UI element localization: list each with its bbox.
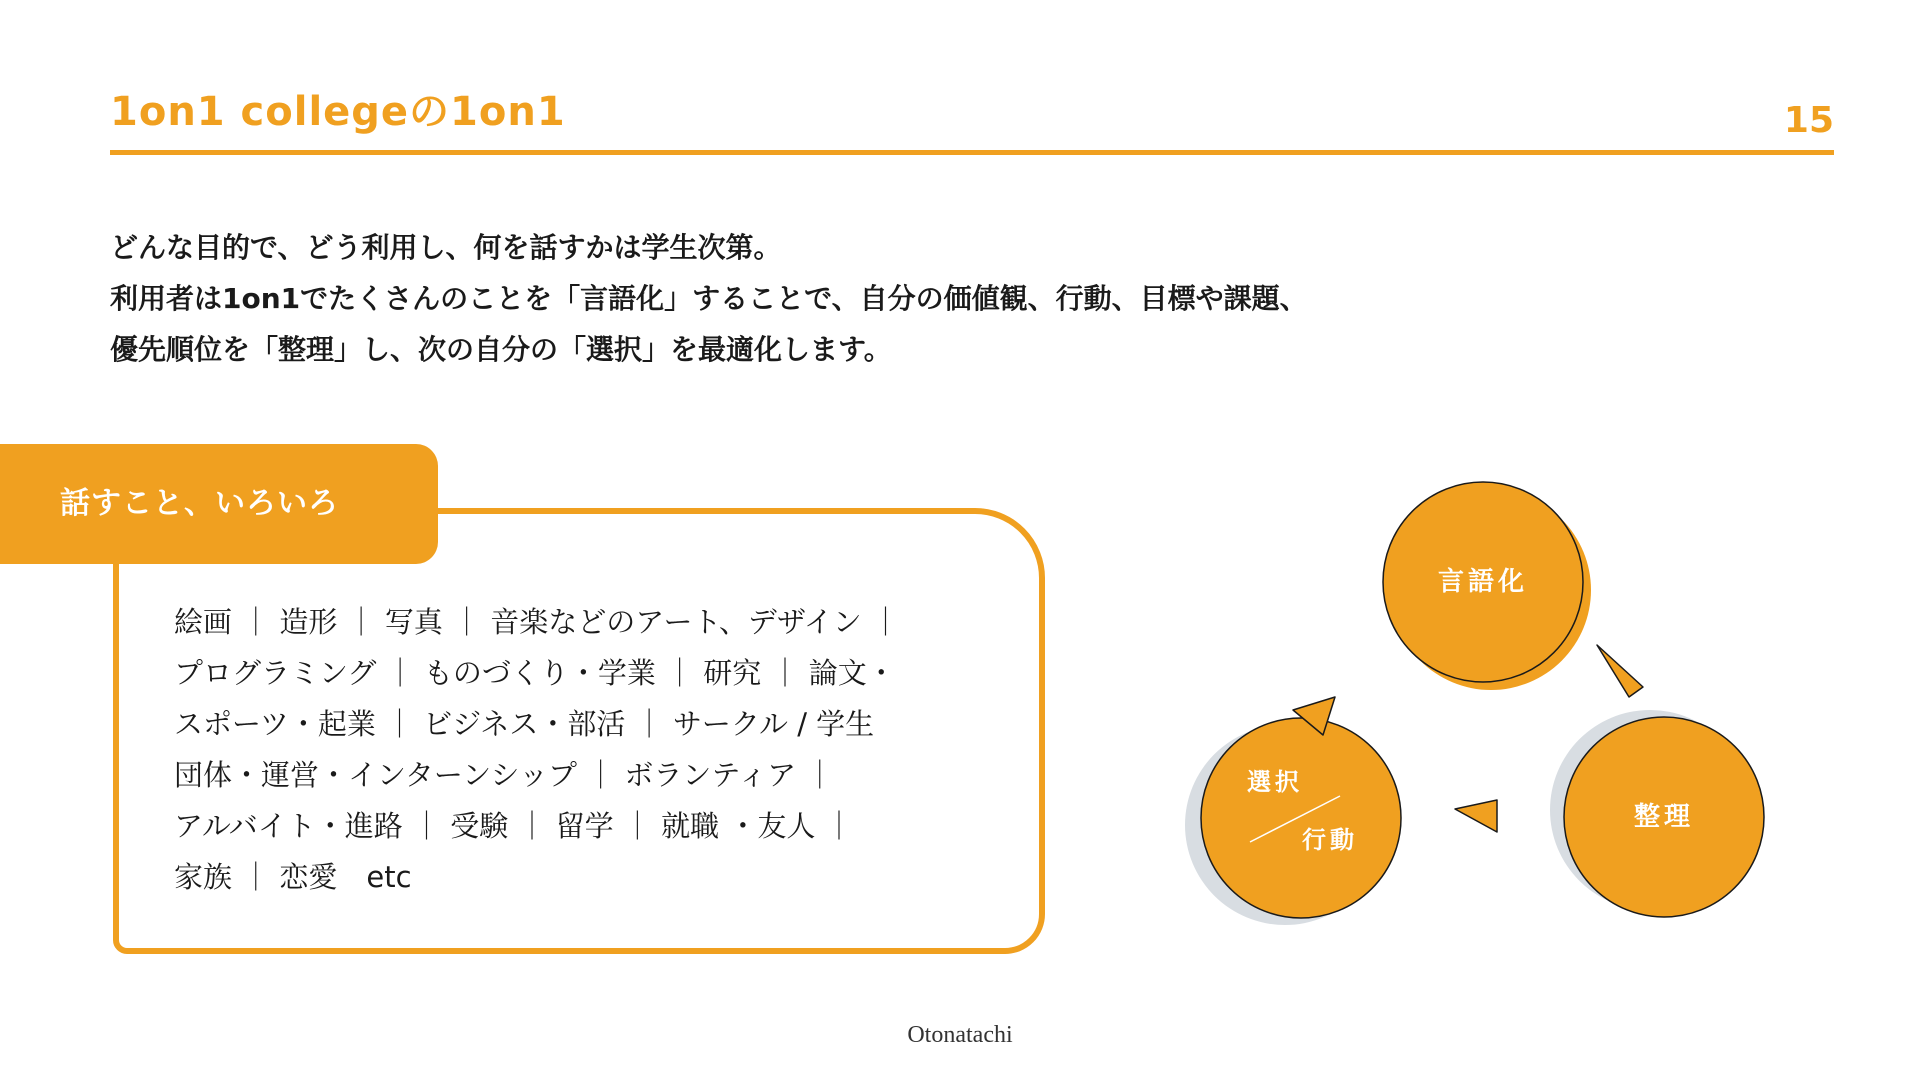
intro-line: 利用者は1on1でたくさんのことを「言語化」することで、自分の価値観、行動、目標や課題、: [110, 282, 1308, 315]
topics-line: 絵画 ｜ 造形 ｜ 写真 ｜ 音楽などのアート、デザイン ｜: [174, 605, 901, 639]
organize-label: 整理: [1633, 802, 1695, 832]
topics-tab: 話すこと、いろいろ: [0, 444, 438, 564]
topics-list: [174, 597, 900, 903]
title-divider: [110, 150, 1834, 155]
topics-line: スポーツ・起業 ｜ ビジネス・部活 ｜ サークル / 学生: [174, 707, 875, 741]
cycle-diagram: [1160, 470, 1780, 940]
intro-line: 優先順位を「整理」し、次の自分の「選択」を最適化します。: [110, 333, 892, 366]
topics-line: 家族 ｜ 恋愛 etc: [174, 860, 412, 894]
act-label: 行動: [1302, 826, 1358, 854]
topics-line: プログラミング ｜ ものづくり・学業 ｜ 研究 ｜ 論文・: [174, 656, 896, 690]
topics-line: アルバイト・進路 ｜ 受験 ｜ 留学 ｜ 就職 ・友人 ｜: [174, 809, 854, 843]
intro-text: [110, 222, 1308, 375]
arrow-to-choose-icon: [1455, 800, 1497, 832]
intro-line: どんな目的で、どう利用し、何を話すかは学生次第。: [110, 231, 782, 264]
verbalize-label: 言語化: [1437, 567, 1529, 597]
choose-act-circle: [1201, 718, 1401, 918]
page-number: 15: [1783, 100, 1834, 141]
arrow-to-organize-icon: [1597, 645, 1643, 697]
slide-title: 1on1 collegeの1on1: [110, 89, 566, 135]
footer-brand: Otonatachi: [907, 1022, 1013, 1048]
topics-line: 団体・運営・インターンシップ ｜ ボランティア ｜: [174, 758, 835, 792]
choose-label: 選択: [1247, 768, 1303, 796]
